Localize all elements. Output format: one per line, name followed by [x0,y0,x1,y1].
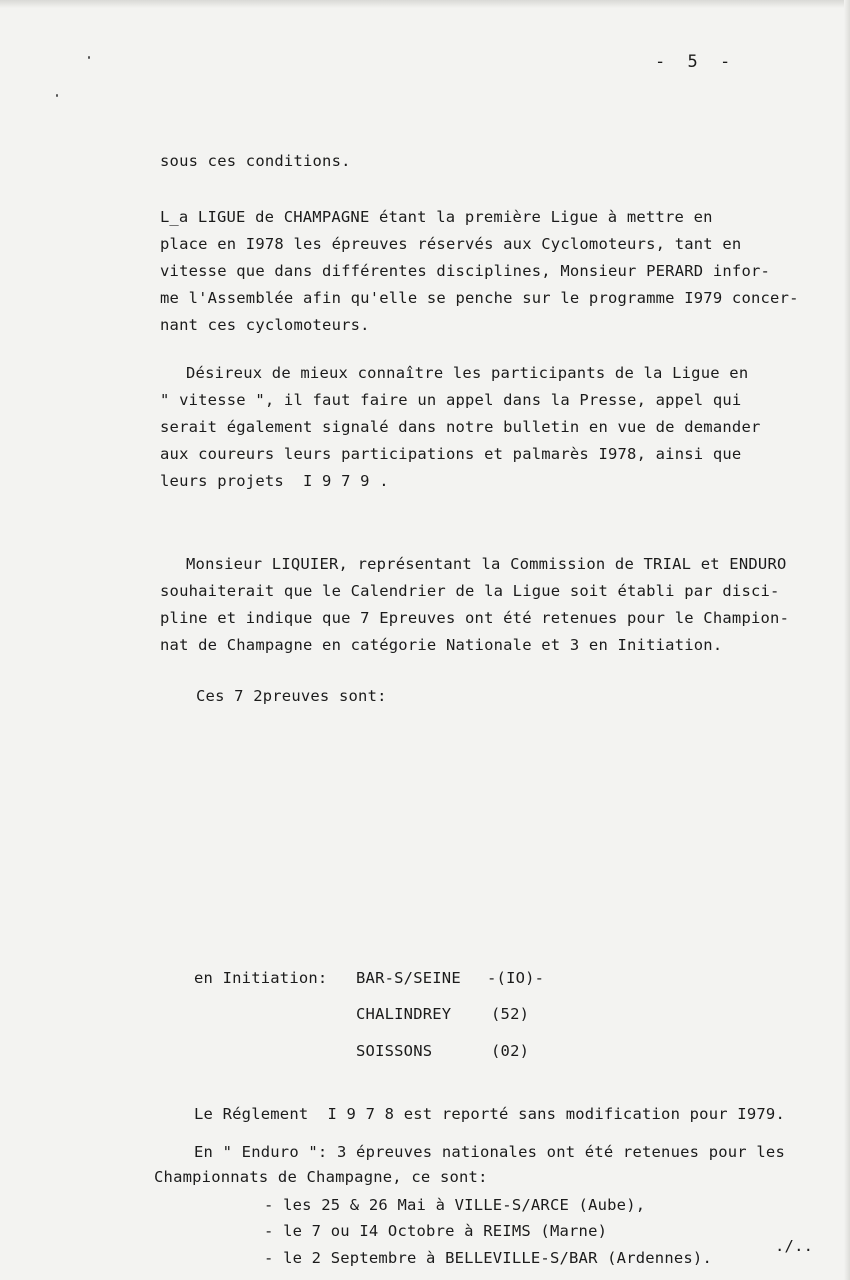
paragraph-line: " vitesse ", il faut faire un appel dans la Presse, appel qui [160,391,742,409]
initiation-code: (52) [491,1005,530,1023]
enduro-list-item: - les 25 & 26 Mai à VILLE-S/ARCE (Aube), [264,1196,646,1214]
scan-speck [56,94,58,97]
initiation-label: en Initiation: [194,969,328,987]
paragraph-line: place en I978 les épreuves réservés aux Cyclomoteurs, tant en [160,235,742,253]
paragraph-line: Désireux de mieux connaître les participants de la Ligue en [186,364,749,382]
epreuves-intro: Ces 7 2preuves sont: [196,687,387,705]
page-number: - 5 - [655,52,737,72]
scan-speck [88,56,90,59]
paragraph-line: souhaiterait que le Calendrier de la Ligue soit établi par disci- [160,582,780,600]
paragraph-line: Monsieur LIQUIER, représentant la Commission de TRIAL et ENDURO [186,555,787,573]
initiation-place: BAR-S/SEINE [356,969,461,987]
paragraph-line: aux coureurs leurs participations et palmarès I978, ainsi que [160,445,742,463]
enduro-list-item: - le 2 Septembre à BELLEVILLE-S/BAR (Ardennes). [264,1249,712,1267]
initiation-place: SOISSONS [356,1042,433,1060]
continuation-mark: ./.. [775,1237,814,1255]
paragraph-line: serait également signalé dans notre bulletin en vue de demander [160,418,761,436]
paragraph-line: leurs projets I 9 7 9 . [160,472,389,490]
paragraph-line: nant ces cyclomoteurs. [160,316,370,334]
enduro-line: Championnats de Champagne, ce sont: [154,1168,488,1186]
initiation-place: CHALINDREY [356,1005,452,1023]
scan-edge-top [0,0,850,8]
paragraph-line: L̲a LIGUE de CHAMPAGNE étant la première Ligue à mettre en [160,208,713,226]
paragraph-line: pline et indique que 7 Epreuves ont été retenues pour le Champion- [160,609,790,627]
initiation-code: -(IO)- [487,969,545,987]
paragraph-line: me l'Assemblée afin qu'elle se penche sur le programme I979 concer- [160,289,799,307]
paragraph-line: vitesse que dans différentes disciplines, Monsieur PERARD infor- [160,262,771,280]
enduro-list-item: - le 7 ou I4 Octobre à REIMS (Marne) [264,1222,608,1240]
scan-edge-right [844,0,850,1280]
paragraph-intro: sous ces conditions. [160,152,351,170]
enduro-line: En " Enduro ": 3 épreuves nationales ont été retenues pour les [194,1143,785,1161]
paragraph-line: nat de Champagne en catégorie Nationale et 3 en Initiation. [160,636,723,654]
initiation-code: (02) [491,1042,530,1060]
reglement-line: Le Réglement I 9 7 8 est reporté sans modification pour I979. [194,1105,785,1123]
